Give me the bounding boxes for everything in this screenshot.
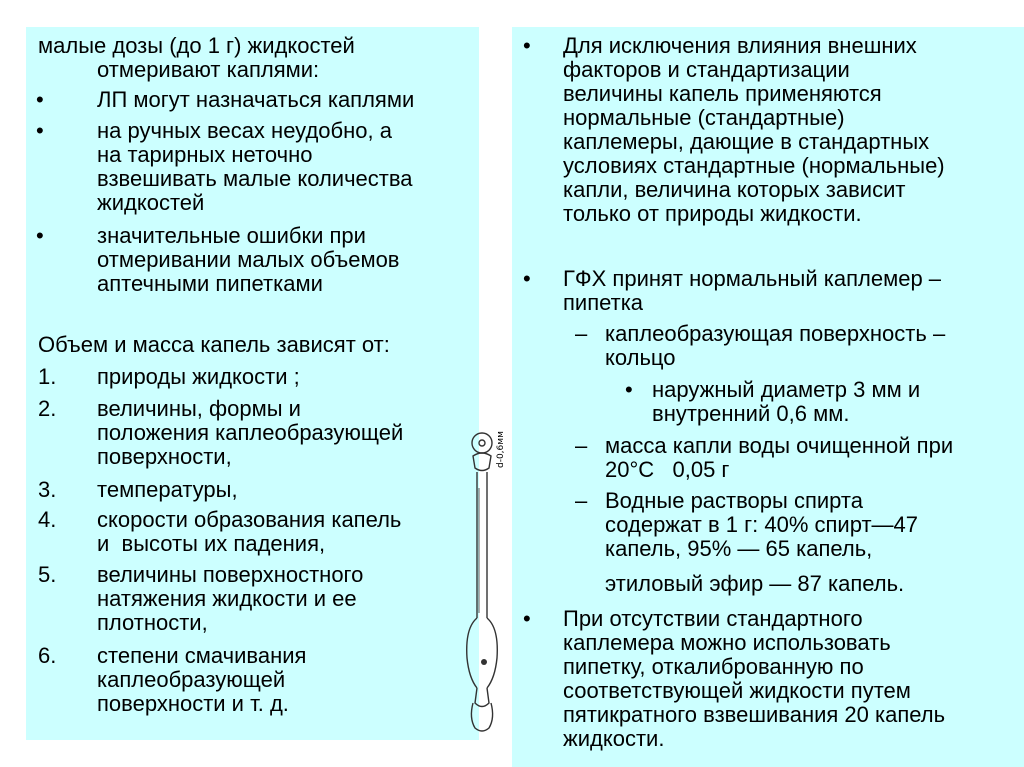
bullet-marker: • <box>36 87 44 112</box>
list-number: 2. <box>38 396 57 421</box>
bullet-text: жидкости. <box>563 726 665 751</box>
bullet-text: соответствующей жидкости путем <box>563 678 911 703</box>
bullet-text: отмеривании малых объемов <box>97 247 400 272</box>
list-text: температуры, <box>97 477 238 502</box>
dash-marker: – <box>575 433 588 458</box>
list-text: натяжения жидкости и ее <box>97 586 357 611</box>
bullet-text: на тарирных неточно <box>97 142 313 167</box>
sub-item-text: масса капли воды очищенной при <box>605 433 954 458</box>
bullet-text: жидкостей <box>97 190 205 215</box>
bullet-text: ЛП могут назначаться каплями <box>97 87 415 112</box>
pipette-illustration <box>455 428 535 738</box>
list-text: величины поверхностного <box>97 562 364 587</box>
intro-line: малые дозы (до 1 г) жидкостей <box>38 33 355 58</box>
bullet-marker: • <box>523 266 531 291</box>
sub-sub-item-text: внутренний 0,6 мм. <box>652 401 850 426</box>
bullet-marker: • <box>36 223 44 248</box>
section-heading: Объем и масса капель зависят от: <box>38 332 390 357</box>
list-number: 1. <box>38 364 57 389</box>
bullet-text: пятикратного взвешивания 20 капель <box>563 702 946 727</box>
bullet-text: пипетку, откалиброванную по <box>563 654 864 679</box>
bullet-text: каплемеры, дающие в стандартных <box>563 129 930 154</box>
bullet-text: на ручных весах неудобно, а <box>97 118 392 143</box>
list-text: величины, формы и <box>97 396 301 421</box>
sub-sub-item-text: наружный диаметр 3 мм и <box>652 377 921 402</box>
bullet-text: капли, величина которых зависит <box>563 177 906 202</box>
sub-item-text: кольцо <box>605 345 676 370</box>
sub-item-text: капель, 95% — 65 капель, <box>605 536 873 561</box>
list-text: каплеобразующей <box>97 667 286 692</box>
list-text: и высоты их падения, <box>97 531 326 556</box>
bullet-text: величины капель применяются <box>563 81 882 106</box>
list-text: положения каплеобразующей <box>97 420 404 445</box>
diameter-annotation: d-0,6мм <box>496 431 506 468</box>
bullet-text: ГФХ принят нормальный каплемер – <box>563 266 942 291</box>
bullet-text: только от природы жидкости. <box>563 201 862 226</box>
bullet-text: значительные ошибки при <box>97 223 366 248</box>
list-text: поверхности, <box>97 444 232 469</box>
list-text: степени смачивания <box>97 643 307 668</box>
sub-item-text: 20°С 0,05 г <box>605 457 730 482</box>
dash-marker: – <box>575 488 588 513</box>
bullet-text: При отсутствии стандартного <box>563 606 863 631</box>
list-number: 3. <box>38 477 57 502</box>
bullet-text: нормальные (стандартные) <box>563 105 845 130</box>
dash-marker: – <box>575 321 588 346</box>
bullet-marker: • <box>36 118 44 143</box>
sub-item-text: этиловый эфир — 87 капель. <box>605 571 905 596</box>
bullet-text: условиях стандартные (нормальные) <box>563 153 945 178</box>
list-text: плотности, <box>97 610 208 635</box>
bullet-text: факторов и стандартизации <box>563 57 850 82</box>
bullet-text: каплемера можно использовать <box>563 630 891 655</box>
bullet-marker: • <box>523 606 531 631</box>
bullet-text: Для исключения влияния внешних <box>563 33 917 58</box>
list-number: 6. <box>38 643 57 668</box>
sub-item-text: каплеобразующая поверхность – <box>605 321 946 346</box>
sub-item-text: содержат в 1 г: 40% спирт—47 <box>605 512 919 537</box>
list-text: поверхности и т. д. <box>97 691 289 716</box>
list-text: природы жидкости ; <box>97 364 300 389</box>
intro-line: отмеривают каплями: <box>97 57 320 82</box>
bullet-marker: • <box>625 377 633 402</box>
list-number: 5. <box>38 562 57 587</box>
sub-item-text: Водные растворы спирта <box>605 488 863 513</box>
list-number: 4. <box>38 507 57 532</box>
bullet-text: аптечными пипетками <box>97 271 323 296</box>
bullet-text: взвешивать малые количества <box>97 166 413 191</box>
list-text: скорости образования капель <box>97 507 402 532</box>
bullet-text: пипетка <box>563 290 644 315</box>
bullet-marker: • <box>523 33 531 58</box>
